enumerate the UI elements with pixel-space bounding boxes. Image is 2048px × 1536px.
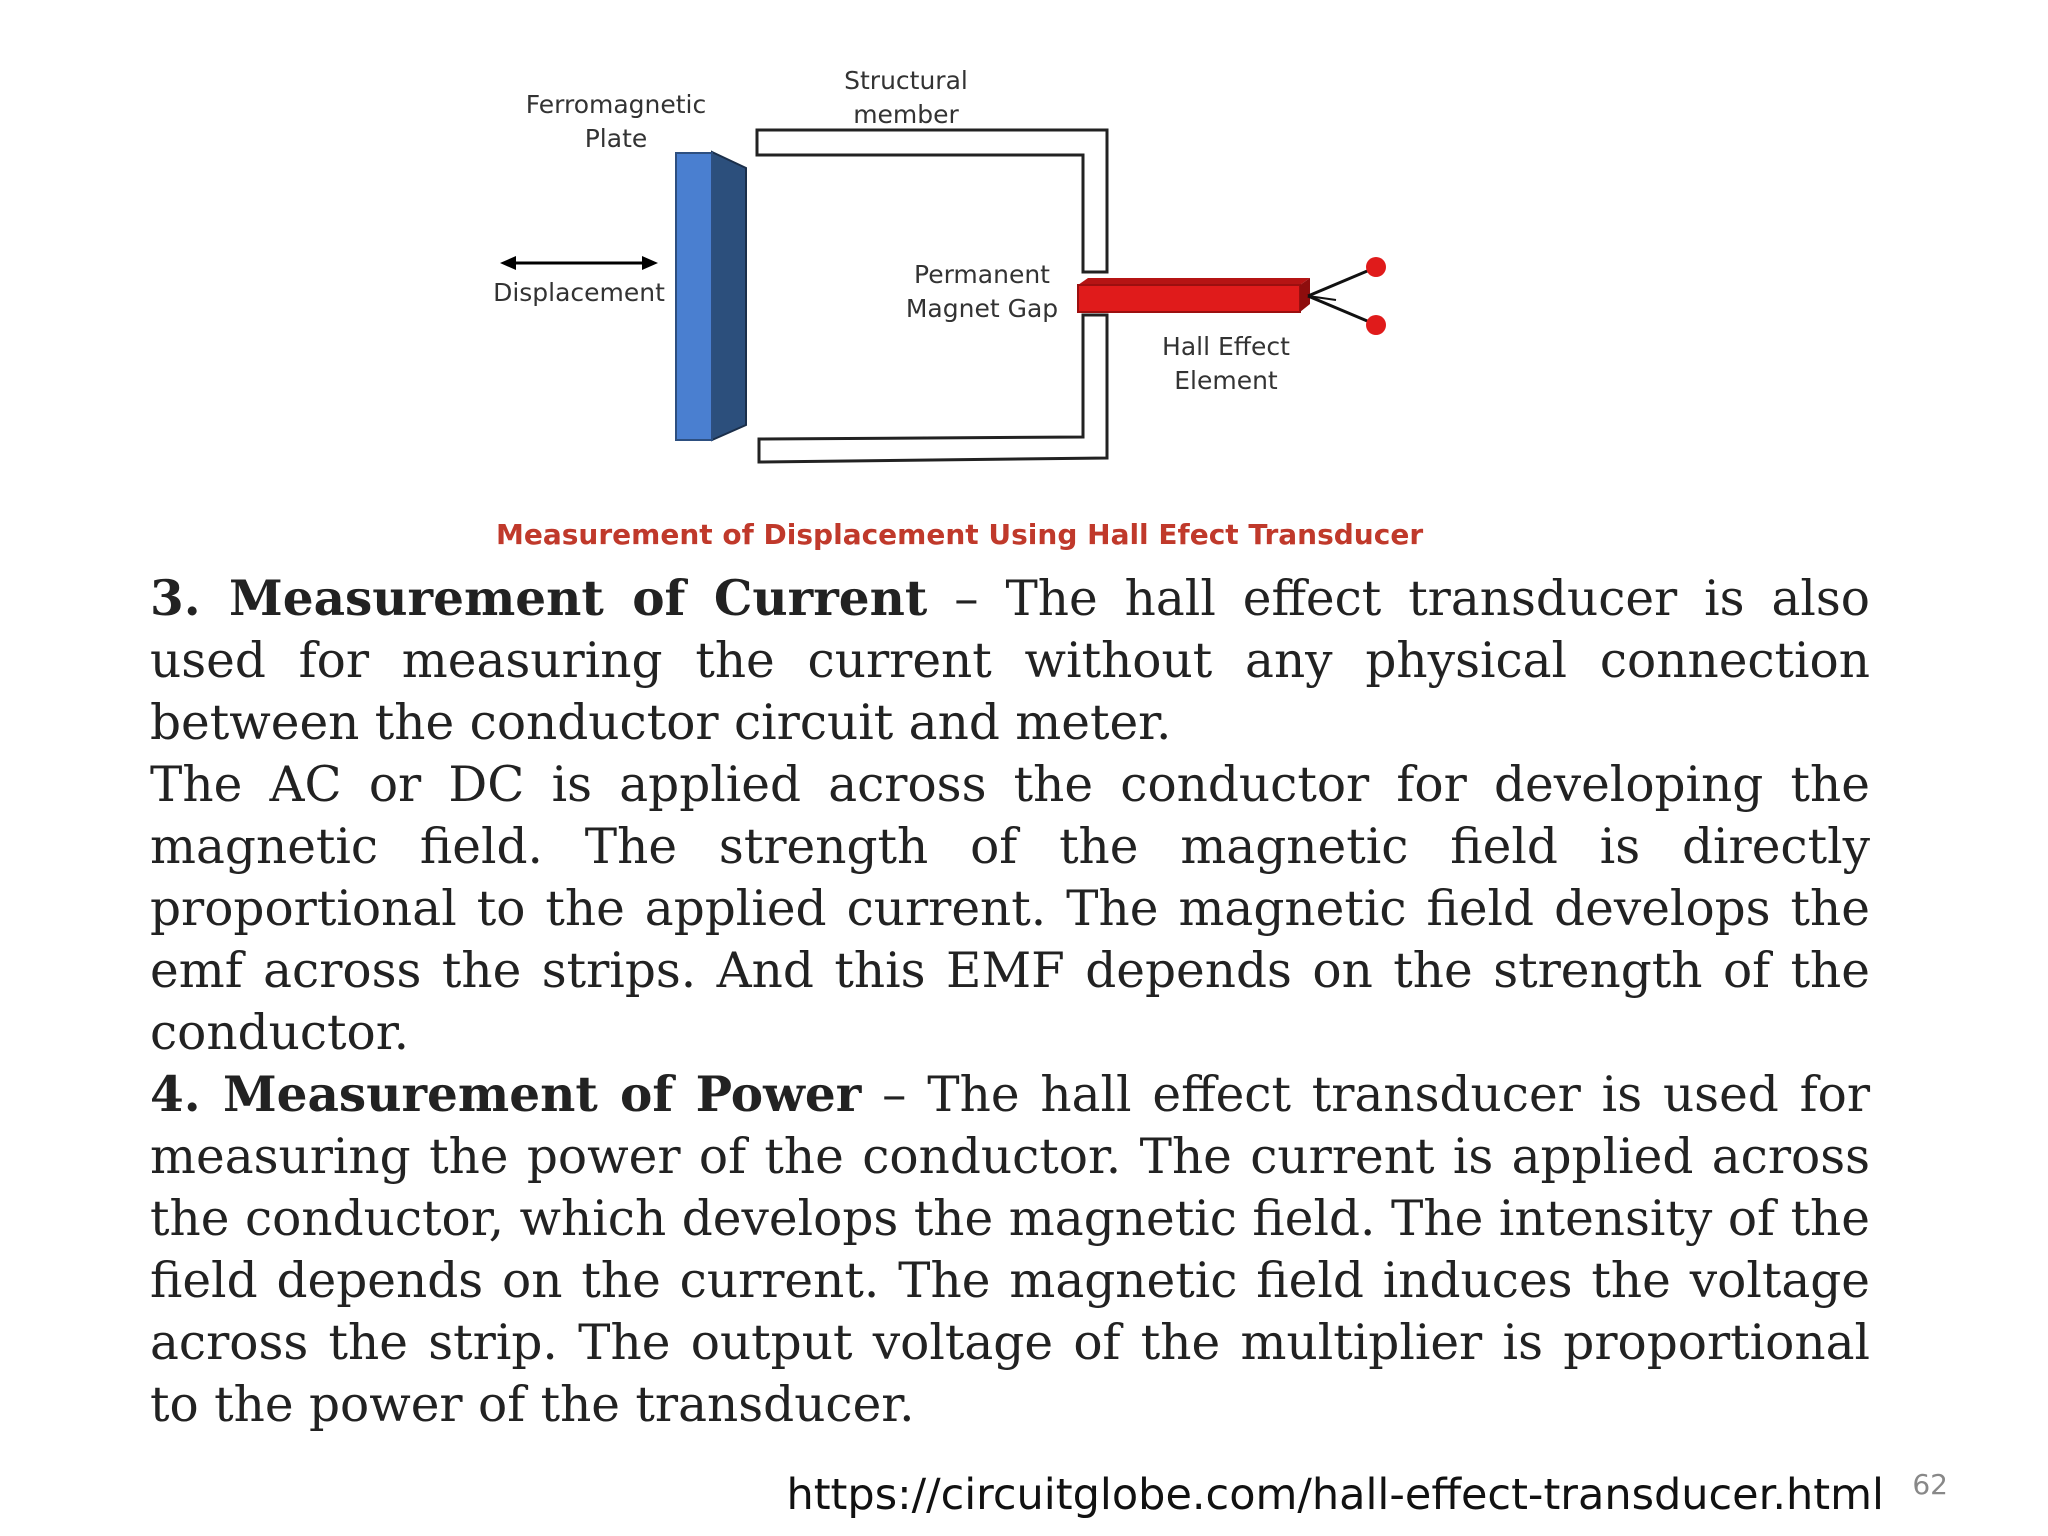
label-displacement: Displacement — [493, 278, 665, 307]
power-heading: 4. Measurement of Power — [150, 1066, 862, 1123]
displacement-arrow — [500, 256, 658, 270]
label-permanent-magnet-gap: Permanent Magnet Gap — [905, 260, 1059, 323]
current-paragraph-2: The AC or DC is applied across the conductor for developing the magnetic field. The strength of the magnetic field is directly proportional to the applied current. The magnetic field develops the emf across the strips. And this EMF depends on the strength of the conductor. — [150, 757, 1870, 1061]
hall-effect-diagram — [0, 0, 2048, 560]
hall-effect-element — [1078, 257, 1386, 335]
slide-number: 62 — [1912, 1468, 1948, 1501]
current-text: The hall effect transducer is also used for measuring the current without any physical connection between the conductor circuit and meter. — [150, 571, 1871, 751]
ferromagnetic-plate — [676, 152, 746, 440]
current-dash: – — [954, 571, 979, 627]
label-hall-effect-element: Hall Effect Element — [1162, 332, 1290, 395]
label-structural-member: Structural member — [844, 66, 968, 129]
power-dash: – — [882, 1067, 907, 1123]
source-link[interactable]: https://circuitglobe.com/hall-effect-transducer.html — [786, 1470, 1884, 1520]
label-ferromagnetic-plate: Ferromagnetic Plate — [525, 90, 707, 153]
current-section — [150, 568, 1870, 754]
power-text: The hall effect transducer is used for measuring the power of the conductor. The current is applied across the conductor, which develops the magnetic field. The intensity of the field depends on the current. The magnetic field induces the voltage across the strip. The output voltage of the multiplier is proportional to the power of the transducer. — [150, 1067, 1870, 1433]
power-section — [150, 1064, 1870, 1436]
current-heading: 3. Measurement of Current — [150, 570, 928, 627]
slide-body — [150, 568, 1870, 1436]
figure-caption: Measurement of Displacement Using Hall Efect Transducer — [496, 518, 1424, 551]
